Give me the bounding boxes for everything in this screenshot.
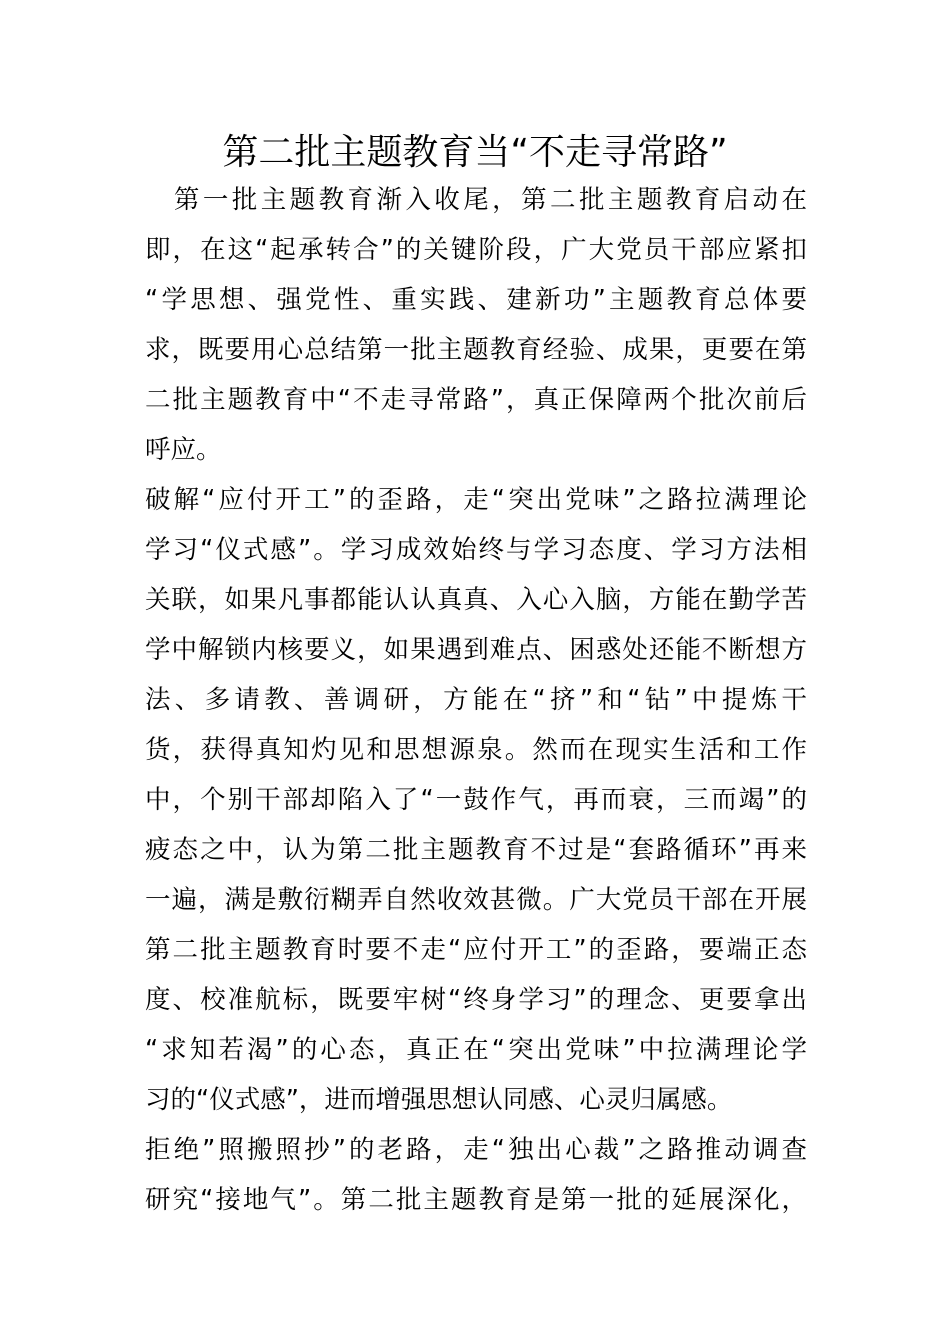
body-line: 一遍，满是敷衍糊弄自然收效甚微。广大党员干部在开展 xyxy=(145,885,807,915)
body-line: 呼应。 xyxy=(145,435,222,465)
body-line: “学思想、强党性、重实践、建新功”主题教育总体要 xyxy=(145,285,807,315)
document-title: 第二批主题教育当“不走寻常路” xyxy=(222,132,728,173)
body-line: 关联，如果凡事都能认认真真、入心入脑，方能在勤学苦 xyxy=(145,585,807,615)
body-line: 破解“应付开工”的歪路，走“突出党味”之路拉满理论 xyxy=(145,485,807,515)
body-line: 货，获得真知灼见和思想源泉。然而在现实生活和工作 xyxy=(145,735,807,765)
body-line: 研究“接地气”。第二批主题教育是第一批的延展深化， xyxy=(145,1185,807,1215)
body-line: 二批主题教育中“不走寻常路”，真正保障两个批次前后 xyxy=(145,385,807,415)
body-line: 求，既要用心总结第一批主题教育经验、成果，更要在第 xyxy=(145,335,807,365)
body-line: 学习“仪式感”。学习成效始终与学习态度、学习方法相 xyxy=(145,535,807,565)
body-line: 拒绝”照搬照抄”的老路，走“独出心裁”之路推动调查 xyxy=(145,1135,807,1165)
body-line: 即，在这“起承转合”的关键阶段，广大党员干部应紧扣 xyxy=(145,235,807,265)
body-line: 度、校准航标，既要牢树“终身学习”的理念、更要拿出 xyxy=(145,985,807,1015)
document-body xyxy=(145,175,807,1225)
body-line: “求知若渴”的心态，真正在“突出党味”中拉满理论学 xyxy=(145,1035,807,1065)
body-line: 学中解锁内核要义，如果遇到难点、困惑处还能不断想方 xyxy=(145,635,807,665)
body-line: 第二批主题教育时要不走“应付开工”的歪路，要端正态 xyxy=(145,935,807,965)
body-line: 法、多请教、善调研，方能在“挤”和“钻”中提炼干 xyxy=(145,685,807,715)
body-line: 中，个别干部却陷入了“一鼓作气，再而衰，三而竭”的 xyxy=(145,785,807,815)
body-line: 第一批主题教育渐入收尾，第二批主题教育启动在 xyxy=(145,185,807,215)
body-line: 疲态之中，认为第二批主题教育不过是“套路循环”再来 xyxy=(145,835,807,865)
body-line: 习的“仪式感”，进而增强思想认同感、心灵归属感。 xyxy=(145,1085,733,1115)
